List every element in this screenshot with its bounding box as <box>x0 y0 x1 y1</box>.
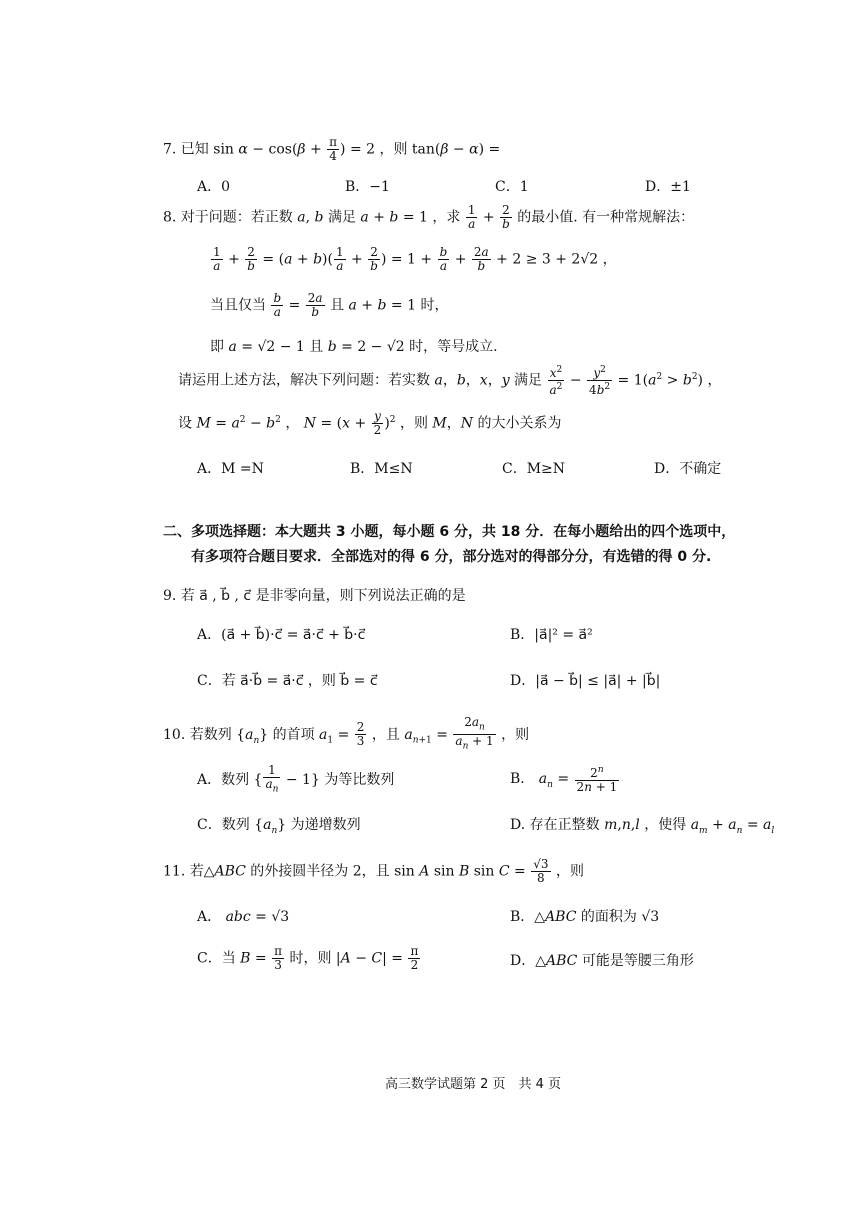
section-2-instructions: 有多项符合题目要求．全部选对的得 6 分，部分选对的得部分分，有选错的得 0 分. <box>191 549 712 565</box>
q10-option-d: D. 存在正整数 m,n,l ，使得 $a_m + a_n = a_l$ <box>510 817 775 836</box>
q11-option-c: C．当 B = $\frac{\pi}{3}$ 时，则 |A − C| = $\frac{\pi}{2}$ <box>197 944 419 972</box>
section-2-heading: 二、多项选择题：本大题共 3 小题，每小题 6 分，共 18 分．在每小题给出的四个选项中， <box>163 524 736 540</box>
question-11-stem: 11. 若△ABC 的外接圆半径为 2，且 sin A sin B sin C = $\frac{√3}{8}$ ，则 <box>163 857 584 885</box>
question-7-stem: 7. 已知 sin α − cos(β + $\frac{\pi}{4}$ ) = 2 ，则 tan(β − α) = <box>163 135 501 163</box>
q7-option-d: D．±1 <box>645 179 691 195</box>
q8-solution-line-2: 当且仅当 $\frac{b}{a}$ = $\frac{2a}{b}$ 且 a + b = 1 时， <box>210 291 449 319</box>
q8-solution-line-3: 即 a = √2 − 1 且 b = 2 − √2 时，等号成立. <box>210 339 498 355</box>
q11-option-a: A． abc = √3 <box>197 909 290 925</box>
q8-solution-line-1: $\frac{1}{a}$ + $\frac{2}{b}$ = (a + b)( $\frac{1}{a}$ + $\frac{2}{b}$ ) = 1 + $\frac{b}{a}$ + $\frac{2a}{b}$ + 2 ≥ 3 + 2√2 ， <box>213 245 617 273</box>
q9-option-a: A．(a⃗ + b⃗)·c⃗ = a⃗·c⃗ + b⃗·c⃗ <box>197 627 366 643</box>
q9-option-d: D．|a⃗ − b⃗| ≤ |a⃗| + |b⃗| <box>510 673 661 689</box>
page-footer: 高三数学试题第 2 页 共 4 页 <box>385 1077 562 1092</box>
q7-option-a: A．0 <box>197 179 231 195</box>
q7-option-b: B．−1 <box>345 179 390 195</box>
q8-option-b: B．M≤N <box>350 461 413 477</box>
q11-option-d: D．△ABC 可能是等腰三角形 <box>510 953 694 969</box>
q10-option-c: C．数列 $\{a_n\}$ 为递增数列 <box>197 817 361 836</box>
q9-option-c: C．若 a⃗·b⃗ = a⃗·c⃗ ，则 b⃗ = c⃗ <box>197 673 378 689</box>
q10-option-b: B． $a_n$ = $\frac{2^n}{2n + 1}$ <box>510 765 618 794</box>
q11-option-b: B．△ABC 的面积为 √3 <box>510 909 660 925</box>
q10-option-a: A．数列 { $\frac{1}{a_n}$ − 1} 为等比数列 <box>197 763 395 795</box>
question-9-stem: 9. 若 a⃗ , b⃗ , c⃗ 是非零向量，则下列说法正确的是 <box>163 588 466 604</box>
q8-option-a: A．M =N <box>197 461 264 477</box>
q8-define-mn: 设 $M = a^2 - b^2$ ， N = (x + $\frac{y}{2}$ )$^2$ ，则 M，N 的大小关系为 <box>178 409 562 437</box>
q9-option-b: B．|a⃗|² = a⃗² <box>510 627 593 643</box>
q8-option-d: D．不确定 <box>654 461 722 477</box>
q8-option-c: C．M≥N <box>502 461 566 477</box>
question-8-stem: 8. 对于问题：若正数 a, b 满足 a + b = 1 ，求 $\frac{1}{a}$ + $\frac{2}{b}$ 的最小值. 有一种常规解法： <box>163 203 695 231</box>
q8-problem-line: 请运用上述方法，解决下列问题：若实数 a，b，x，y 满足 $\frac{x^2}{a^2}$ − $\frac{y^2}{4b^2}$ = $1(a^2 > b^2)$ ， <box>178 365 722 397</box>
question-10-stem: 10. 若数列 $\{a_n\}$ 的首项 $a_1$ = $\frac{2}{3}$ ，且 $a_{n+1}$ = $\frac{2a_n}{a_n + 1}$ ，则 <box>163 715 530 752</box>
q7-option-c: C．1 <box>495 179 529 195</box>
